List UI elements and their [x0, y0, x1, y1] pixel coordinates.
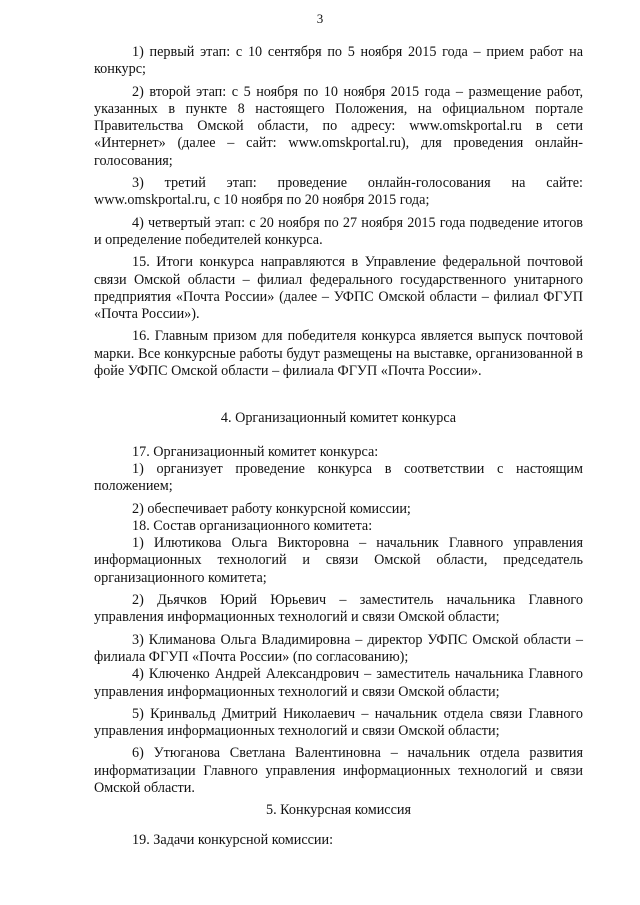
document-body	[94, 44, 583, 849]
paragraph-stage-1: 1) первый этап: с 10 сентября по 5 ноября 2015 года – прием работ на конкурс;	[94, 44, 583, 78]
committee-member-5: 5) Кринвальд Дмитрий Николаевич – начальник отдела связи Главного управления информационных технологий и связи Омской области;	[94, 705, 583, 740]
paragraph-stage-2: 2) второй этап: с 5 ноября по 10 ноября 2015 года – размещение работ, указанных в пункте 8 настоящего Положения, на официальном портале Правительства Омской области, по адресу: www.omskportal.ru в сети «Интернет» (далее – сайт: www.omskportal.ru), для проведения онлайн-голосования;	[94, 83, 583, 169]
committee-member-4: 4) Ключенко Андрей Александрович – заместитель начальника Главного управления информационных технологий и связи Омской области;	[94, 666, 583, 700]
committee-member-1: 1) Илютикова Ольга Викторовна – начальник Главного управления информационных технологий и связи Омской области, председатель организационного комитета;	[94, 535, 583, 586]
committee-member-3: 3) Климанова Ольга Владимировна – директор УФПС Омской области – филиала ФГУП «Почта России» (по согласованию);	[94, 631, 583, 665]
page-number: 3	[316, 11, 324, 26]
committee-member-6: 6) Утюганова Светлана Валентиновна – начальник отдела развития информатизации Главного управления информационных технологий и связи Омской области.	[94, 745, 583, 796]
section-5-heading: 5. Конкурсная комиссия	[265, 802, 412, 819]
paragraph-stage-3: 3) третий этап: проведение онлайн-голосования на сайте: www.omskportal.ru, с 10 ноября по 20 ноября 2015 года;	[94, 175, 583, 209]
paragraph-17-item-1: 1) организует проведение конкурса в соответствии с настоящим положением;	[94, 460, 583, 495]
paragraph-19: 19. Задачи конкурсной комиссии:	[132, 831, 334, 848]
section-4-heading: 4. Организационный комитет конкурса	[220, 410, 457, 427]
paragraph-18: 18. Состав организационного комитета:	[132, 517, 373, 534]
committee-member-2: 2) Дьячков Юрий Юрьевич – заместитель начальника Главного управления информационных технологий и связи Омской области;	[94, 592, 583, 626]
paragraph-17-item-2: 2) обеспечивает работу конкурсной комиссии;	[132, 500, 411, 517]
paragraph-15: 15. Итоги конкурса направляются в Управление федеральной почтовой связи Омской области – филиал федерального государственного унитарного предприятия «Почта России» (далее – УФПС Омской области – филиал ФГУП «Почта России»).	[94, 254, 583, 323]
paragraph-16: 16. Главным призом для победителя конкурса является выпуск почтовой марки. Все конкурсные работы будут размещены на выставке, организованной в фойе УФПС Омской области – филиала ФГУП «Почта России».	[94, 328, 583, 380]
paragraph-17: 17. Организационный комитет конкурса:	[132, 443, 379, 460]
paragraph-stage-4: 4) четвертый этап: с 20 ноября по 27 ноября 2015 года подведение итогов и определение победителей конкурса.	[94, 214, 583, 248]
